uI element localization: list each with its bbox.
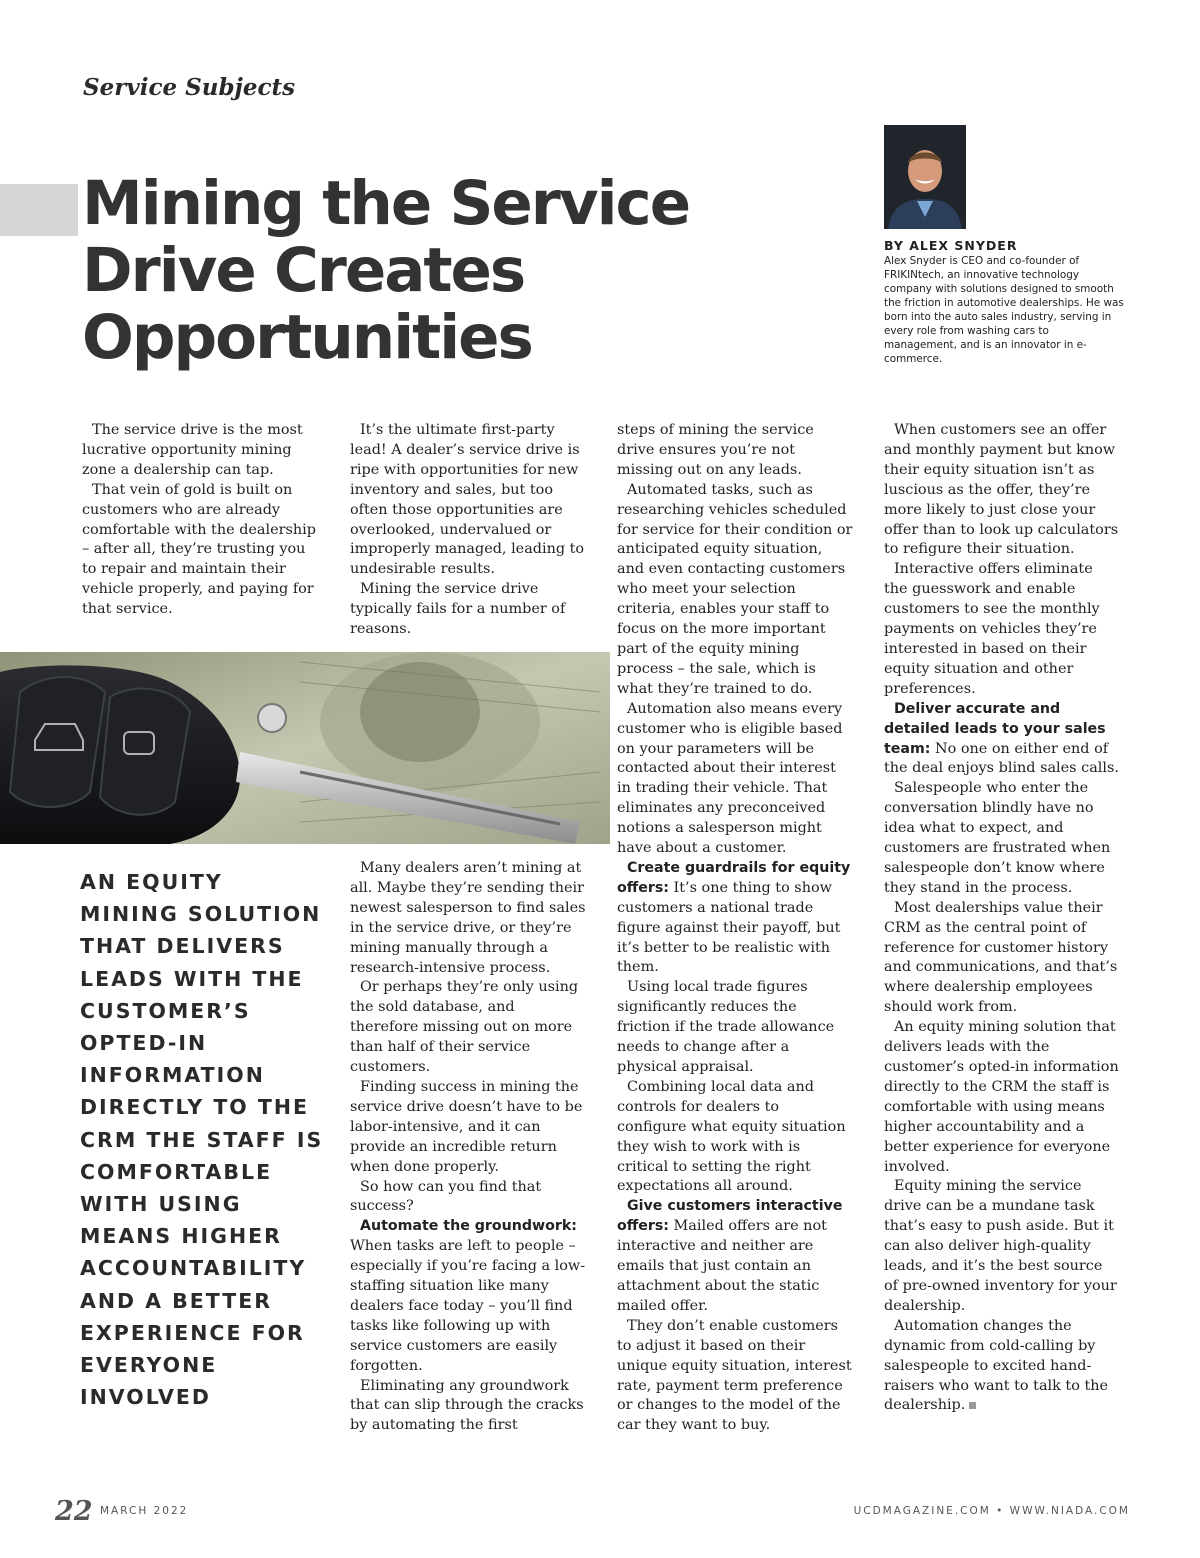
paragraph [617, 1197, 853, 1316]
section-label: Service Subjects [83, 74, 296, 101]
issue-date: MARCH 2022 [100, 1505, 189, 1517]
paragraph: An equity mining solution that delivers leads with the customer’s opted-in information directly to the CRM the staff is comfortable with using means higher accountability and a better experience for everyone involved. [884, 1019, 1119, 1175]
paragraph-lead-in: Deliver accurate and detailed leads to your sales team: [884, 700, 1106, 757]
paragraph [350, 1217, 586, 1376]
paragraph: steps of mining the service drive ensures you’re not missing out on any leads. [617, 422, 814, 478]
paragraph-lead-in: Create guardrails for equity offers: [617, 859, 851, 896]
paragraph [617, 859, 853, 978]
paragraph: Equity mining the service drive can be a mundane task that’s easy to push aside. But it can also deliver high-quality leads, and it’s the best source of pre-owned inventory for your dealership. [884, 1178, 1117, 1314]
paragraph: When customers see an offer and monthly payment but know their equity situation isn’t as luscious as the offer, they’re more likely to just close your offer than to look up calculators to refigure their situation. [884, 422, 1119, 558]
paragraph: Eliminating any groundwork that can slip through the cracks by automating the first [350, 1377, 584, 1434]
car-key-money-photo [0, 652, 610, 844]
author-bio: Alex Snyder is CEO and co-founder of FRIKINtech, an innovative technology company with solutions designed to smooth the friction in automotive dealerships. He was born into the auto sales industry, serving in every role from washing cars to management, and is an innovator in e-commerce. [884, 255, 1124, 365]
paragraph: Interactive offers eliminate the guesswork and enable customers to see the monthly payments on vehicles they’re interested in based on their equity situation and other preferences. [884, 561, 1100, 697]
paragraph: Combining local data and controls for dealers to configure what equity situation they wish to work with is critical to setting the right expectations all around. [617, 1078, 846, 1195]
column-1 [82, 421, 318, 620]
paragraph-lead-in: Automate the groundwork: [360, 1218, 577, 1235]
paragraph: Or perhaps they’re only using the sold database, and therefore missing out on more than half of their service customers. [350, 979, 579, 1076]
paragraph: Most dealerships value their CRM as the central point of reference for customer history and communications, and that’s where dealership employees should work from. [884, 899, 1118, 1016]
pull-quote: AN EQUITY MINING SOLUTION THAT DELIVERS LEADS WITH THE CUSTOMER’S OPTED-IN INFORMATION DIRECTLY TO THE CRM THE STAFF IS COMFORTABLE WITH USING MEANS HIGHER ACCOUNTABILITY AND A BETTER EXPERIENCE FOR EVERYONE INVOLVED [80, 870, 324, 1410]
paragraph: Automated tasks, such as researching vehicles scheduled for service for their condition or anticipated equity situation, and even contacting customers who meet your selection criteria, enables your staff to focus on the more important part of the equity mining process – the sale, which is what they’re trained to do. [617, 481, 853, 697]
paragraph: The service drive is the most lucrative opportunity mining zone a dealership can tap. [82, 422, 303, 478]
paragraph-text: Automation changes the dynamic from cold-calling by salespeople to excited hand-raisers who want to talk to the dealership. [884, 1317, 1109, 1414]
paragraph: Automation also means every customer who is eligible based on your parameters will be contacted about their interest in trading their vehicle. That eliminates any preconceived notions a salesperson might have about a customer. [617, 700, 843, 857]
paragraph: Salespeople who enter the conversation blindly have no idea what to expect, and customers are frustrated when salespeople don’t know where they stand in the process. [884, 780, 1111, 896]
column-3 [617, 421, 853, 1436]
paragraph: They don’t enable customers to adjust it based on their unique equity situation, interest rate, payment term preference or changes to the model of the car they want to buy. [617, 1317, 852, 1434]
paragraph-text: Mailed offers are not interactive and neither are emails that just contain an attachment about the static mailed offer. [617, 1218, 827, 1314]
paragraph: Finding success in mining the service drive doesn’t have to be labor-intensive, and it can provide an incredible return when done properly. [350, 1078, 583, 1175]
column-2 [350, 859, 586, 1436]
headline: Mining the Service Drive Creates Opportunities [82, 168, 690, 373]
paragraph [884, 1317, 1120, 1417]
paragraph: Mining the service drive typically fails for a number of reasons. [350, 581, 566, 638]
paragraph-lead-in: Give customers interactive offers: [617, 1198, 843, 1235]
paragraph-text: When tasks are left to people – especially if you’re facing a low-staffing situation like many dealers face today – you’ll find tasks like following up with service customers are easily forgotten. [350, 1238, 586, 1374]
author-photo [884, 125, 966, 229]
paragraph-text: It’s one thing to show customers a national trade figure against their payoff, but it’s better to be realistic with them. [617, 879, 841, 976]
end-of-article-mark [969, 1402, 976, 1409]
paragraph: Using local trade figures significantly reduces the friction if the trade allowance needs to change after a physical appraisal. [617, 979, 835, 1075]
paragraph [884, 700, 1120, 780]
author-byline: BY ALEX SNYDER [884, 238, 1018, 253]
column-4 [884, 421, 1120, 1416]
page-number: 22 [55, 1496, 93, 1527]
paragraph: So how can you find that success? [350, 1178, 542, 1215]
footer-websites: UCDMAGAZINE.COM • WWW.NIADA.COM [853, 1505, 1130, 1517]
paragraph-text: No one on either end of the deal enjoys blind sales calls. [884, 740, 1119, 777]
paragraph: That vein of gold is built on customers who are already comfortable with the dealership – after all, they’re trusting you to repair and maintain their vehicle properly, and paying for that service. [82, 481, 316, 618]
paragraph: It’s the ultimate first-party lead! A dealer’s service drive is ripe with opportunities for new inventory and sales, but too often those opportunities are overlooked, undervalued or improperly managed, leading to undesirable results. [350, 422, 585, 578]
headline-accent-bar [0, 184, 78, 236]
column-2-top [350, 421, 586, 640]
paragraph: Many dealers aren’t mining at all. Maybe they’re sending their newest salesperson to find sales in the service drive, or they’re mining manually through a research-intensive process. [350, 860, 586, 976]
